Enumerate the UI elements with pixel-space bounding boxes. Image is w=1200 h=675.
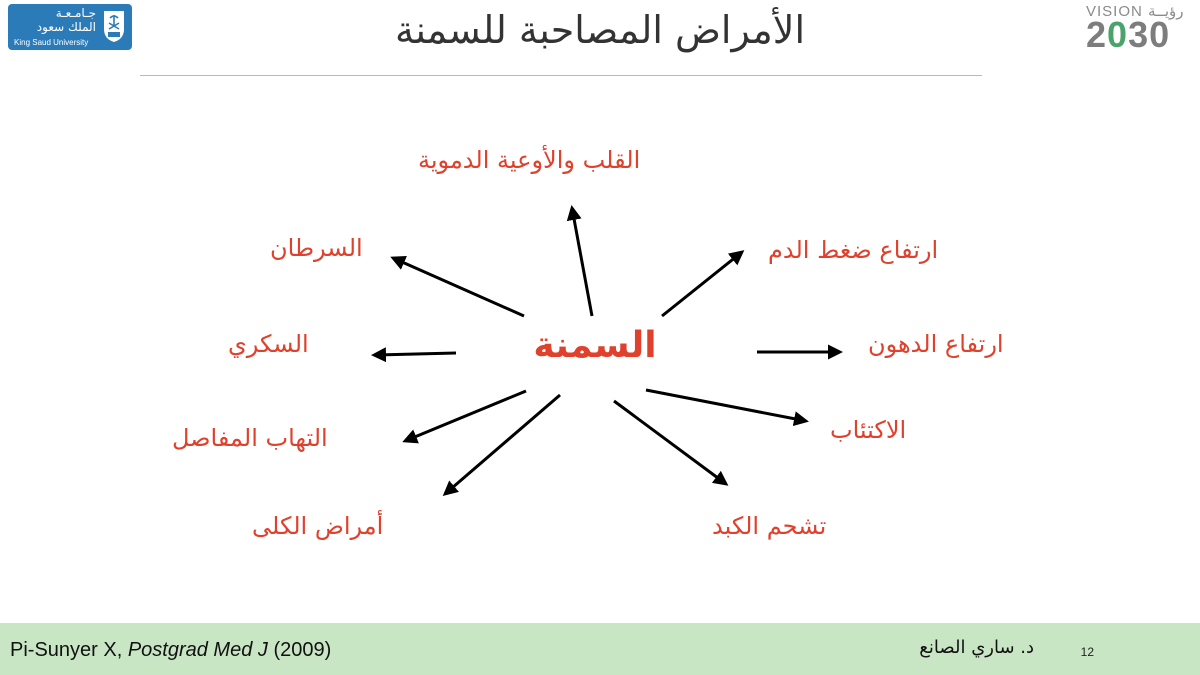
presenter-name: د. ساري الصانع	[919, 637, 1034, 658]
slide-title: الأمراض المصاحبة للسمنة	[394, 8, 806, 52]
citation-journal: Postgrad Med J	[127, 639, 268, 661]
slide-footer	[0, 623, 1200, 675]
citation-year: (2009)	[267, 639, 332, 661]
node-dyslipidemia: ارتفاع الدهون	[868, 330, 1004, 358]
arrow-to-diabetes	[374, 353, 456, 355]
arrow-to-kidney	[445, 395, 560, 494]
node-diabetes: السكري	[228, 330, 309, 358]
vision-arabic-word: رؤيــة	[1148, 3, 1184, 20]
node-depression: الاكتئاب	[830, 416, 907, 444]
arrow-to-fatty-liver	[614, 401, 726, 484]
center-obesity: السمنة	[533, 325, 657, 366]
vision-word: VISION	[1086, 3, 1143, 20]
node-fatty-liver: تشحم الكبد	[712, 512, 827, 540]
node-cancer: السرطان	[270, 234, 363, 262]
vision-year-right: 30	[1128, 14, 1171, 55]
node-cardio: القلب والأوعية الدموية	[418, 146, 641, 174]
node-hypertension: ارتفاع ضغط الدم	[768, 236, 939, 264]
arrow-to-arthritis	[405, 391, 526, 441]
ksu-arabic-line2: الملك سعود	[36, 20, 96, 34]
arrow-to-cardio	[572, 208, 592, 316]
citation	[10, 639, 331, 662]
arrow-to-depression	[646, 390, 806, 421]
citation-author: Pi-Sunyer X,	[10, 639, 128, 661]
node-arthritis: التهاب المفاصل	[172, 424, 328, 452]
arrow-to-hypertension	[662, 252, 742, 316]
node-kidney: أمراض الكلى	[252, 512, 384, 540]
ksu-english-name: King Saud University	[14, 38, 89, 47]
arrow-to-cancer	[393, 258, 524, 316]
ksu-arabic-line1: جـامـعـة	[55, 6, 96, 20]
page-number: 12	[1080, 645, 1094, 659]
vision-year-left: 2	[1086, 14, 1108, 55]
vision-year-mid: 0	[1107, 14, 1129, 55]
